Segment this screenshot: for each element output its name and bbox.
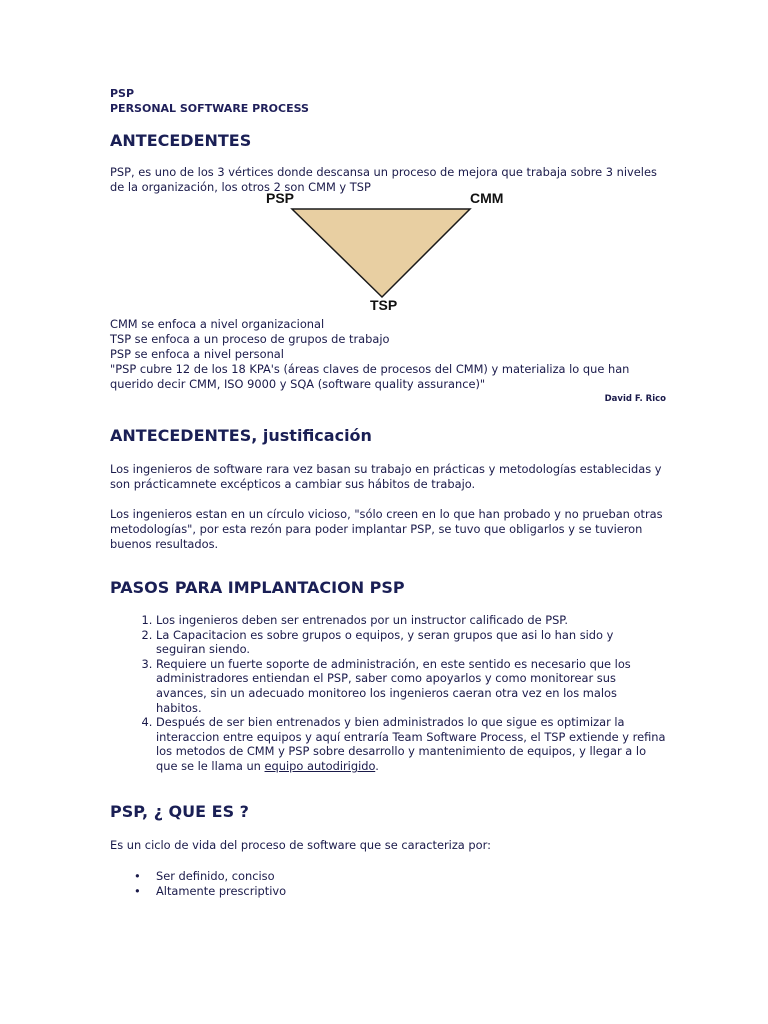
section-title-pasos: PASOS PARA IMPLANTACION PSP <box>110 578 405 597</box>
vertex-label-cmm: CMM <box>470 190 504 206</box>
bullet-icon: • <box>134 883 141 898</box>
pasos-list <box>110 613 666 774</box>
section-title-antecedentes: ANTECEDENTES <box>110 131 252 150</box>
doc-subtitle: PERSONAL SOFTWARE PROCESS <box>110 102 309 115</box>
list-item-text: Altamente prescriptivo <box>156 883 287 898</box>
quote-signature: David F. Rico <box>604 394 666 404</box>
list-item-text: Ser definido, conciso <box>156 868 275 883</box>
equipo-autodirigido-link[interactable]: equipo autodirigido <box>264 758 376 773</box>
list-item: 1. Los ingenieros deben ser entrenados por un instructor calificado de PSP. <box>156 613 666 628</box>
list-item <box>156 715 666 773</box>
bullet-icon: • <box>134 868 141 883</box>
list-item: 3. Requiere un fuerte soporte de administración, en este sentido es necesario que los administradores entiendan el PSP, saber como apoyarlos y como monitorear sus avances, sin un adecuado monitoreo los ingenieros caeran otra vez en los malos habitos. <box>156 657 666 715</box>
justificacion-paragraph-2: Los ingenieros estan en un círculo vicioso, "sólo creen en lo que han probado y no prueban otras metodologías", por esta rezón para poder implantar PSP, se tuvo que obligarlos y se tuvieron buenos resultados. <box>110 507 663 551</box>
doc-label: PSP <box>110 87 135 100</box>
psp-cmm-tsp-triangle-diagram <box>110 190 666 317</box>
section-title-que-es: PSP, ¿ QUE ES ? <box>110 801 249 821</box>
list-item <box>134 883 666 899</box>
text-line: PSP se enfoca a nivel personal <box>110 347 284 361</box>
que-es-list <box>110 869 666 899</box>
list-item-end: . <box>375 758 379 773</box>
list-item: 2. La Capacitacion es sobre grupos o equipos, y seran grupos que asi lo han sido y seguiran siendo. <box>156 628 666 657</box>
text-line: CMM se enfoca a nivel organizacional <box>110 317 325 331</box>
vertex-label-psp: PSP <box>266 190 295 206</box>
section-title-justificacion: ANTECEDENTES, justificación <box>110 426 372 445</box>
justificacion-paragraph-1: Los ingenieros de software rara vez basan su trabajo en prácticas y metodologías establecidas y son prácticamnete excépticos a cambiar sus hábitos de trabajo. <box>110 462 662 491</box>
text-line: TSP se enfoca a un proceso de grupos de trabajo <box>110 332 390 346</box>
triangle-shape <box>292 209 470 297</box>
document-page <box>110 86 666 899</box>
list-item <box>134 868 666 884</box>
antecedentes-intro: PSP, es uno de los 3 vértices donde descansa un proceso de mejora que trabaja sobre 3 niveles de la organización, los otros 2 son CMM y TSP <box>110 165 657 194</box>
que-es-intro: Es un ciclo de vida del proceso de software que se caracteriza por: <box>110 837 491 852</box>
list-item-text: Después de ser bien entrenados y bien administrados lo que sigue es optimizar la interaccion entre equipos y aquí entraría Team Software Process, el TSP extiende y refina los metodos de CMM y PSP sobre desarrollo y mantenimiento de equipos, y llegar a lo que se le llama un <box>156 715 666 773</box>
vertex-label-tsp: TSP <box>370 297 398 313</box>
quote-text: "PSP cubre 12 de los 18 KPA's (áreas claves de procesos del CMM) y materializa lo que han querido decir CMM, ISO 9000 y SQA (software quality assurance)" <box>110 362 630 391</box>
